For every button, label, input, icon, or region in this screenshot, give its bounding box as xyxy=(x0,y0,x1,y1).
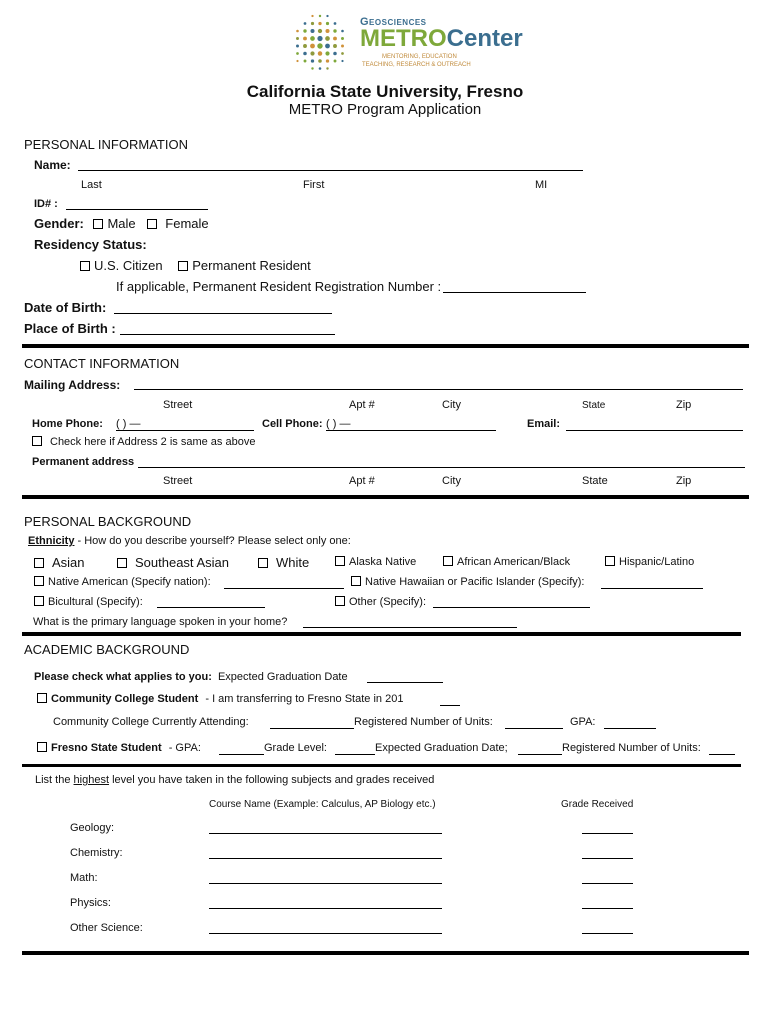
cell-phone-label: Cell Phone: xyxy=(262,418,323,430)
cc-reg-units-label: Registered Number of Units: xyxy=(354,716,493,728)
program-title: METRO Program Application xyxy=(288,101,482,118)
fs-reg-units-field[interactable] xyxy=(709,754,735,755)
pob-field[interactable] xyxy=(120,334,335,335)
cc-gpa-label: GPA: xyxy=(570,716,596,728)
gender-label: Gender: xyxy=(34,216,84,231)
logo-dot xyxy=(311,67,313,69)
courses-intro-highest: highest xyxy=(73,774,110,786)
logo-dot xyxy=(296,30,299,33)
logo-dot xyxy=(341,45,344,48)
pob-label: Place of Birth : xyxy=(24,321,116,336)
logo-dot xyxy=(326,15,328,17)
us-citizen-label: U.S. Citizen xyxy=(94,258,163,273)
logo-dot xyxy=(325,51,329,55)
cc-attending-label: Community College Currently Attending: xyxy=(53,716,249,728)
logo-dot xyxy=(310,51,314,55)
email-label: Email: xyxy=(527,418,561,430)
other-science-grade-field[interactable] xyxy=(582,933,633,934)
native-american-label: Native American (Specify nation): xyxy=(48,576,211,588)
personal-heading: PERSONAL INFORMATION xyxy=(24,137,188,152)
african-american-checkbox[interactable] xyxy=(443,556,453,566)
cc-transfer-label: - I am transferring to Fresno State in 201 xyxy=(205,693,404,705)
native-american-checkbox[interactable] xyxy=(34,576,44,586)
other-field[interactable] xyxy=(433,607,590,608)
chemistry-grade-field[interactable] xyxy=(582,858,633,859)
logo-dot xyxy=(317,36,322,41)
cc-transfer-year-field[interactable] xyxy=(440,705,460,706)
logo-dot xyxy=(325,29,329,33)
name-field[interactable] xyxy=(78,170,583,171)
chemistry-course-field[interactable] xyxy=(209,858,442,859)
logo-dot xyxy=(333,29,336,32)
white-option xyxy=(258,555,309,570)
same-address-checkbox[interactable] xyxy=(32,436,42,446)
cc-student-row xyxy=(37,693,403,705)
subject-label-chemistry: Chemistry: xyxy=(70,847,123,859)
geology-course-field[interactable] xyxy=(209,833,442,834)
logo-tagline-1: MENTORING, EDUCATION xyxy=(382,54,457,60)
logo-dot xyxy=(341,60,343,62)
logo-dot xyxy=(341,30,344,33)
alaska-native-checkbox[interactable] xyxy=(335,556,345,566)
hispanic-checkbox[interactable] xyxy=(605,556,615,566)
permanent-apt-caption: Apt # xyxy=(349,475,375,487)
logo-dot xyxy=(303,37,307,41)
prr-number-field[interactable] xyxy=(443,292,586,293)
female-label: Female xyxy=(165,216,209,231)
logo-dot xyxy=(310,44,315,49)
home-phone-label: Home Phone: xyxy=(32,418,103,430)
logo-dots-icon xyxy=(286,12,354,74)
logo-dot xyxy=(333,37,337,41)
permanent-resident-checkbox[interactable] xyxy=(178,261,188,271)
southeast-asian-option xyxy=(117,555,229,570)
permanent-address-label: Permanent address xyxy=(32,456,135,468)
southeast-asian-label: Southeast Asian xyxy=(135,555,229,570)
subject-label-math: Math: xyxy=(70,872,98,884)
courses-intro xyxy=(35,774,434,786)
cc-reg-units-field[interactable] xyxy=(505,728,563,729)
logo-dot xyxy=(303,52,307,56)
expected-graduation-label: Expected Graduation Date xyxy=(217,671,348,683)
check-applies-label: Please check what applies to you: xyxy=(34,671,212,683)
background-heading: PERSONAL BACKGROUND xyxy=(24,514,192,529)
logo-metro: METRO xyxy=(360,25,447,52)
logo-dot xyxy=(341,37,344,40)
southeast-asian-checkbox[interactable] xyxy=(117,558,127,568)
logo-dot xyxy=(326,67,328,69)
dob-field[interactable] xyxy=(114,313,332,314)
contact-heading: CONTACT INFORMATION xyxy=(24,356,180,371)
logo-dot xyxy=(318,59,322,63)
ethnicity-label: Ethnicity xyxy=(28,535,75,547)
permanent-state-caption: State xyxy=(582,475,608,487)
native-hawaiian-checkbox[interactable] xyxy=(351,576,361,586)
other-checkbox[interactable] xyxy=(335,596,345,606)
email-field[interactable] xyxy=(566,430,743,431)
logo-dot xyxy=(333,52,337,56)
home-phone-field[interactable]: ( ) — xyxy=(116,418,254,431)
logo-dot xyxy=(317,43,322,48)
logo-dot xyxy=(318,29,322,33)
other-option xyxy=(335,596,426,608)
male-checkbox[interactable] xyxy=(93,219,103,229)
name-first-caption: First xyxy=(303,179,325,191)
us-citizen-checkbox[interactable] xyxy=(80,261,90,271)
native-hawaiian-label: Native Hawaiian or Pacific Islander (Specify): xyxy=(365,576,585,588)
gender-row xyxy=(34,216,209,231)
fs-exp-grad-field[interactable] xyxy=(518,754,562,755)
logo-dot xyxy=(296,37,299,40)
mailing-label: Mailing Address: xyxy=(24,378,121,392)
fs-student-checkbox[interactable] xyxy=(37,742,47,752)
bicultural-label: Bicultural (Specify): xyxy=(48,596,143,608)
logo-dot xyxy=(326,22,329,25)
male-label: Male xyxy=(107,216,136,231)
asian-checkbox[interactable] xyxy=(34,558,44,568)
fs-student-row xyxy=(37,742,201,754)
logo-dot xyxy=(311,22,314,25)
logo-dot xyxy=(318,22,321,25)
subject-label-physics: Physics: xyxy=(70,897,111,909)
mailing-field[interactable] xyxy=(134,389,743,390)
physics-course-field[interactable] xyxy=(209,908,442,909)
ethnicity-row xyxy=(28,535,351,547)
native-hawaiian-field[interactable] xyxy=(601,588,703,589)
logo xyxy=(286,12,523,74)
section-divider-3 xyxy=(22,632,741,636)
dob-label: Date of Birth: xyxy=(24,300,107,315)
logo-dot xyxy=(304,60,307,63)
name-last-caption: Last xyxy=(81,179,102,191)
section-divider-1 xyxy=(22,344,749,348)
logo-dot xyxy=(325,36,330,41)
hispanic-label: Hispanic/Latino xyxy=(619,556,695,568)
university-title: California State University, Fresno xyxy=(246,82,524,101)
prr-number-label: If applicable, Permanent Resident Registration Number : xyxy=(116,279,442,294)
logo-dot xyxy=(334,60,337,63)
native-american-option xyxy=(34,576,211,588)
residency-label: Residency Status: xyxy=(34,237,147,252)
logo-dot xyxy=(303,44,307,48)
residency-options xyxy=(80,258,311,273)
courses-intro-post: level you have taken in the following subjects and grades received xyxy=(109,774,435,786)
logo-center: Center xyxy=(446,25,523,52)
other-science-course-field[interactable] xyxy=(209,933,442,934)
id-label: ID# : xyxy=(34,198,58,210)
other-label: Other (Specify): xyxy=(349,596,427,608)
mailing-zip-caption: Zip xyxy=(676,399,692,411)
permanent-city-caption: City xyxy=(442,475,461,487)
logo-dot xyxy=(311,59,314,62)
logo-geosciences: Geosciences xyxy=(360,16,427,28)
bicultural-checkbox[interactable] xyxy=(34,596,44,606)
geology-grade-field[interactable] xyxy=(582,833,633,834)
hispanic-option xyxy=(605,556,694,568)
logo-wordmark xyxy=(360,26,523,52)
section-divider-2 xyxy=(22,495,749,499)
section-divider-5 xyxy=(22,951,749,955)
native-hawaiian-option xyxy=(351,576,584,588)
fs-reg-units-label: Registered Number of Units: xyxy=(562,742,701,754)
female-checkbox[interactable] xyxy=(147,219,157,229)
logo-dot xyxy=(334,22,337,25)
logo-dot xyxy=(310,36,315,41)
alaska-native-label: Alaska Native xyxy=(349,556,417,568)
logo-dot xyxy=(296,60,298,62)
permanent-street-caption: Street xyxy=(163,475,193,487)
african-american-label: African American/Black xyxy=(457,556,571,568)
expected-graduation-field[interactable] xyxy=(367,682,443,683)
mailing-city-caption: City xyxy=(442,399,461,411)
fs-student-label: Fresno State Student xyxy=(51,742,162,754)
bicultural-option xyxy=(34,596,143,608)
courses-intro-pre: List the xyxy=(35,774,74,786)
math-grade-field[interactable] xyxy=(582,883,633,884)
language-field[interactable] xyxy=(303,627,517,628)
course-name-column-header: Course Name (Example: Calculus, AP Biology etc.) xyxy=(209,799,436,810)
permanent-zip-caption: Zip xyxy=(676,475,692,487)
subject-label-geology: Geology: xyxy=(70,822,115,834)
logo-dot xyxy=(304,22,307,25)
fs-grade-level-field[interactable] xyxy=(335,754,375,755)
white-checkbox[interactable] xyxy=(258,558,268,568)
logo-dot xyxy=(326,59,329,62)
permanent-address-field[interactable] xyxy=(138,467,745,468)
logo-dot xyxy=(310,29,314,33)
mailing-apt-caption: Apt # xyxy=(349,399,375,411)
cc-student-label: Community College Student xyxy=(51,693,199,705)
same-address-row xyxy=(32,436,255,448)
logo-dot xyxy=(341,52,344,55)
asian-option xyxy=(34,555,85,570)
name-label: Name: xyxy=(34,158,71,172)
mailing-street-caption: Street xyxy=(163,399,193,411)
native-american-field[interactable] xyxy=(224,588,344,589)
logo-dot xyxy=(303,29,306,32)
logo-dot xyxy=(296,45,299,48)
academic-heading: ACADEMIC BACKGROUND xyxy=(24,642,190,657)
physics-grade-field[interactable] xyxy=(582,908,633,909)
cc-attending-field[interactable] xyxy=(270,728,354,729)
logo-dot xyxy=(296,52,299,55)
logo-dot xyxy=(319,15,321,17)
cc-gpa-field[interactable] xyxy=(604,728,656,729)
ethnicity-prompt: - How do you describe yourself? Please select only one: xyxy=(74,535,351,547)
fs-gpa-field[interactable] xyxy=(219,754,264,755)
african-american-option xyxy=(443,556,570,568)
language-question: What is the primary language spoken in your home? xyxy=(33,616,288,628)
fs-grade-level-label: Grade Level: xyxy=(264,742,327,754)
section-divider-4 xyxy=(22,764,741,767)
math-course-field[interactable] xyxy=(209,883,442,884)
logo-tagline-2: TEACHING, RESEARCH & OUTREACH xyxy=(362,62,471,68)
mailing-state-caption: State xyxy=(582,400,606,411)
fs-exp-grad-label: Expected Graduation Date; xyxy=(375,742,508,754)
logo-dot xyxy=(319,67,322,70)
white-label: White xyxy=(276,555,310,570)
permanent-resident-label: Permanent Resident xyxy=(192,258,311,273)
subject-label-other-science: Other Science: xyxy=(70,922,143,934)
name-mi-caption: MI xyxy=(535,179,548,191)
fs-gpa-label: - GPA: xyxy=(168,742,201,754)
logo-dot xyxy=(325,44,330,49)
cc-student-checkbox[interactable] xyxy=(37,693,47,703)
id-field[interactable] xyxy=(66,209,208,210)
alaska-native-option xyxy=(335,556,416,568)
same-address-label: Check here if Address 2 is same as above xyxy=(50,436,256,448)
cell-phone-field[interactable]: ( ) — xyxy=(326,418,496,431)
asian-label: Asian xyxy=(52,555,85,570)
grade-column-header: Grade Received xyxy=(561,799,634,810)
logo-dot xyxy=(311,15,313,17)
logo-dot xyxy=(318,51,322,55)
logo-dot xyxy=(333,44,337,48)
check-applies-row xyxy=(34,671,348,683)
bicultural-field[interactable] xyxy=(157,607,265,608)
